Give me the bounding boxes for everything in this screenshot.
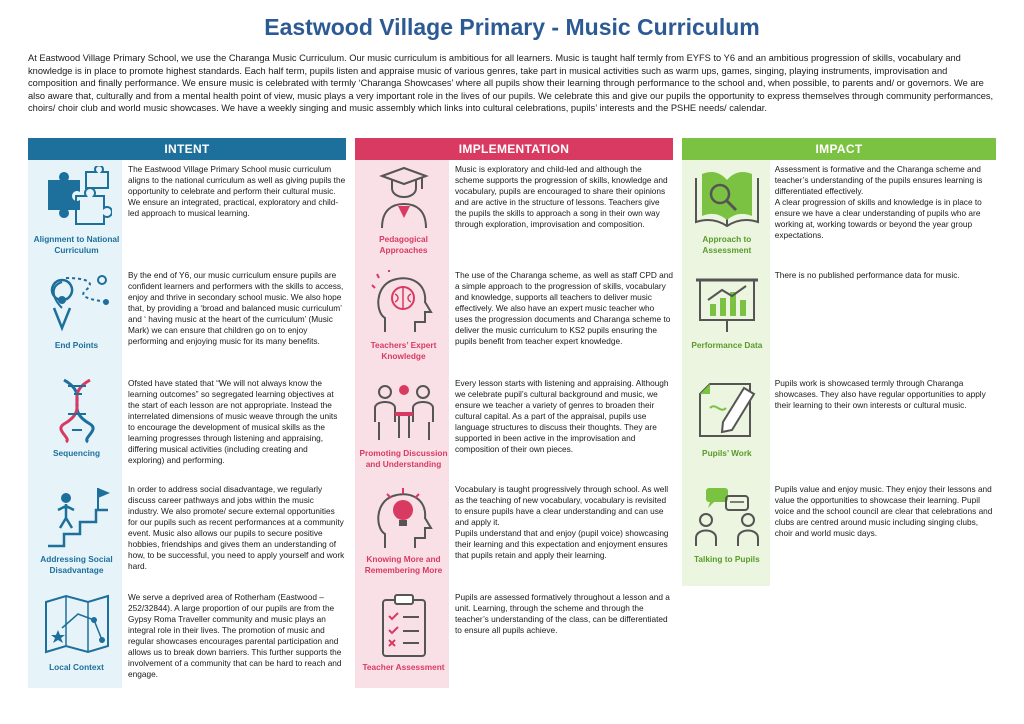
page-title: Eastwood Village Primary - Music Curriculum	[264, 14, 760, 40]
intent-text-local: We serve a deprived area of Rotherham (Eastwood – 252/32844). A large proportion of our pupils are from the Gypsy Roma Traveller community and music plays an integral role in their lives. The promotion of music and regular showcases encourages parental participation and allows us to break down barriers. This further supports the involvement of a community that can be hard to reach and engage.	[128, 592, 342, 679]
impact-row-performance	[682, 270, 996, 351]
impact-column	[682, 138, 996, 160]
impl-text-knowing: Vocabulary is taught progressively through school. As well as the teaching of new vocabulary, vocabulary is revisited to ensure pupils have a clear understanding and can use and apply it. Pupils understand that and enjoy (pupil voice) showcasing their learning and this expectation and enjoyment ensures that pupils retain and apply their learning.	[455, 484, 669, 560]
impact-row-work	[682, 378, 996, 459]
lightbulb-head-icon	[368, 484, 440, 550]
impl-row-assessment	[355, 592, 673, 673]
impl-row-discussion	[355, 378, 673, 470]
talking-people-icon	[691, 484, 763, 550]
impl-row-expert	[355, 270, 673, 362]
implementation-header: IMPLEMENTATION	[355, 138, 673, 160]
local-map-star-icon	[41, 592, 113, 658]
impl-text-assessment: Pupils are assessed formatively throughout a lesson and a unit. Learning, through the scheme and through the teacher’s understanding of the class, can be differentiated to ensure all pupils achieve.	[455, 592, 670, 635]
impact-header: IMPACT	[682, 138, 996, 160]
intent-column	[28, 138, 346, 160]
intent-row-local	[28, 592, 346, 680]
intent-row-sequencing	[28, 378, 346, 466]
intent-text-disadvantage: In order to address social disadvantage, we regularly discuss career pathways and jobs within the music industry. We also promote/ secure external opportunities for our pupils such as recent performances at a community event. Music also allows our pupils to secure positive hobbies, friendships and gives them an understanding of how, to be successful, you need to apply yourself and work hard.	[128, 484, 345, 571]
intent-text-endpoints: By the end of Y6, our music curriculum ensure pupils are confident learners and performers with the skills to access, enjoy and thrive in secondary school music. We also hope that, by providing a ‘broad and balanced music curriculum’ and ‘ having music at the heart of the curriculum’ (Music Mark) we can ensure that children go on to enjoy performing and enjoying music for its many benefits.	[128, 270, 344, 346]
intent-text-alignment: The Eastwood Village Primary School music curriculum aligns to the national curriculum as well as giving pupils the opportunity to celebrate and perform their cultural music. We ensure an integrated, practical, exploratory and child-led approach to musical learning.	[128, 164, 346, 218]
puzzle-icon	[41, 164, 113, 230]
impact-label-approach: Approach to Assessment	[702, 234, 752, 255]
impl-text-discussion: Every lesson starts with listening and appraising. Although we celebrate pupil’s cultural background and music, we ensure we teacher a variety of genres to broaden their cultural capital. As a part of the appraisal, pupils use language structures to discuss their thoughts. They are supported in been active in the improvisation and composition of their own pieces.	[455, 378, 669, 454]
impact-row-talking	[682, 484, 996, 565]
intent-label-disadvantage: Addressing Social Disadvantage	[40, 554, 113, 575]
impact-label-talking: Talking to Pupils	[693, 554, 760, 564]
route-map-pin-icon	[41, 270, 113, 336]
impact-label-work: Pupils’ Work	[702, 448, 752, 458]
impact-text-approach: Assessment is formative and the Charanga scheme and teacher’s understanding of the pupils ensures learning is differentiated effectively. A clear progression of skills and knowledge is in place to ensure we have a clear understanding of pupils who are working at, working towards or beyond the year group expectations.	[774, 164, 983, 240]
intent-label-endpoints: End Points	[54, 340, 99, 350]
impl-label-assessment: Teacher Assessment	[362, 662, 445, 672]
intent-header: INTENT	[28, 138, 346, 160]
impact-row-approach	[682, 164, 996, 256]
impl-text-expert: The use of the Charanga scheme, as well as staff CPD and a simple approach to the progression of skills, vocabulary and knowledge, supports all teachers to deliver music effectively. We also have an expert music teacher who uses the progression documents and Charanga scheme to deliver the music curriculum to KS2 pupils ensuring the pupils benefit from teacher expert knowledge.	[455, 270, 673, 346]
impl-text-pedagogical: Music is exploratory and child-led and although the scheme supports the progression of skills, knowledge and vocabulary, pupils are encouraged to share their opinions and are active in the structure of lessons. Teachers give the pupils the skills to approach a song in their own way through exploration, improvisation and composition.	[455, 164, 668, 229]
impl-row-knowing	[355, 484, 673, 576]
open-book-icon	[691, 164, 763, 230]
impl-label-pedagogical: Pedagogical Approaches	[379, 234, 428, 255]
impact-text-talking: Pupils value and enjoy music. They enjoy their lessons and value the opportunities to showcase their learning. Pupil voice and the school council are clear that celebrations and clubs are centred around music including singing clubs, choir and world music days.	[774, 484, 993, 538]
impact-text-performance: There is no published performance data for music.	[774, 270, 960, 280]
impl-label-discussion: Promoting Discussion and Understanding	[359, 448, 448, 469]
graduate-icon	[368, 164, 440, 230]
presentation-chart-icon	[691, 270, 763, 336]
brain-head-icon	[368, 270, 440, 336]
implementation-column	[355, 138, 673, 160]
impl-label-knowing: Knowing More and Remembering More	[364, 554, 443, 575]
dna-icon	[41, 378, 113, 444]
intro-paragraph: At Eastwood Village Primary School, we use the Charanga Music Curriculum. Our music curriculum is ambitious for all learners. Music is taught half termly from EYFS to Y6 and an ambitious progression of skills, vocabulary and knowledge is in place to promote highest standards. Each half term, pupils listen and appraise music of various genres, take part in musical activities such as warm ups, games, singing, playing instruments, improvisation and composition and finally performance. We ensure music is celebrated with termly ‘Charanga Showcases’ where all pupils show their learning through performance to the school and, when possible, to parents and/ or governors. We are also aware that, culturally and from a mental health point of view, music plays a very important role in the lives of our pupils. We celebrate this and give our pupils the opportunity to express themselves through community performances, choirs/ choir club and world music showcases. We have a weekly singing and music assembly which links into cultural celebrations, pupils’ interests and the PSHE needs/ calendar.	[28, 53, 994, 114]
intent-text-sequencing: Ofsted have stated that “We will not always know the learning outcomes” so segregated learning objectives at the start of each lesson are not appropriate. Instead the interrelated dimensions of music weave through the units to encourage the development of musical skills as the learning progresses through listening and appraising, differing musical activities (including creating and exploring) and performing.	[128, 378, 338, 465]
intent-row-disadvantage	[28, 484, 346, 576]
stairs-flag-person-icon	[41, 484, 113, 550]
paper-pencil-icon	[691, 378, 763, 444]
impl-label-expert: Teachers’ Expert Knowledge	[370, 340, 437, 361]
clipboard-checklist-icon	[368, 592, 440, 658]
intent-label-local: Local Context	[49, 662, 104, 672]
discussion-people-icon	[368, 378, 440, 444]
intent-label-sequencing: Sequencing	[52, 448, 101, 458]
impact-label-performance: Performance Data	[691, 340, 763, 350]
impact-text-work: Pupils work is showcased termly through Charanga showcases. They also have regular opportunities to apply their learning to their own interests or cultural music.	[774, 378, 986, 410]
intent-label-alignment: Alignment to National Curriculum	[33, 234, 120, 255]
intent-row-endpoints	[28, 270, 346, 351]
impl-row-pedagogical	[355, 164, 673, 256]
intent-row-alignment	[28, 164, 346, 256]
